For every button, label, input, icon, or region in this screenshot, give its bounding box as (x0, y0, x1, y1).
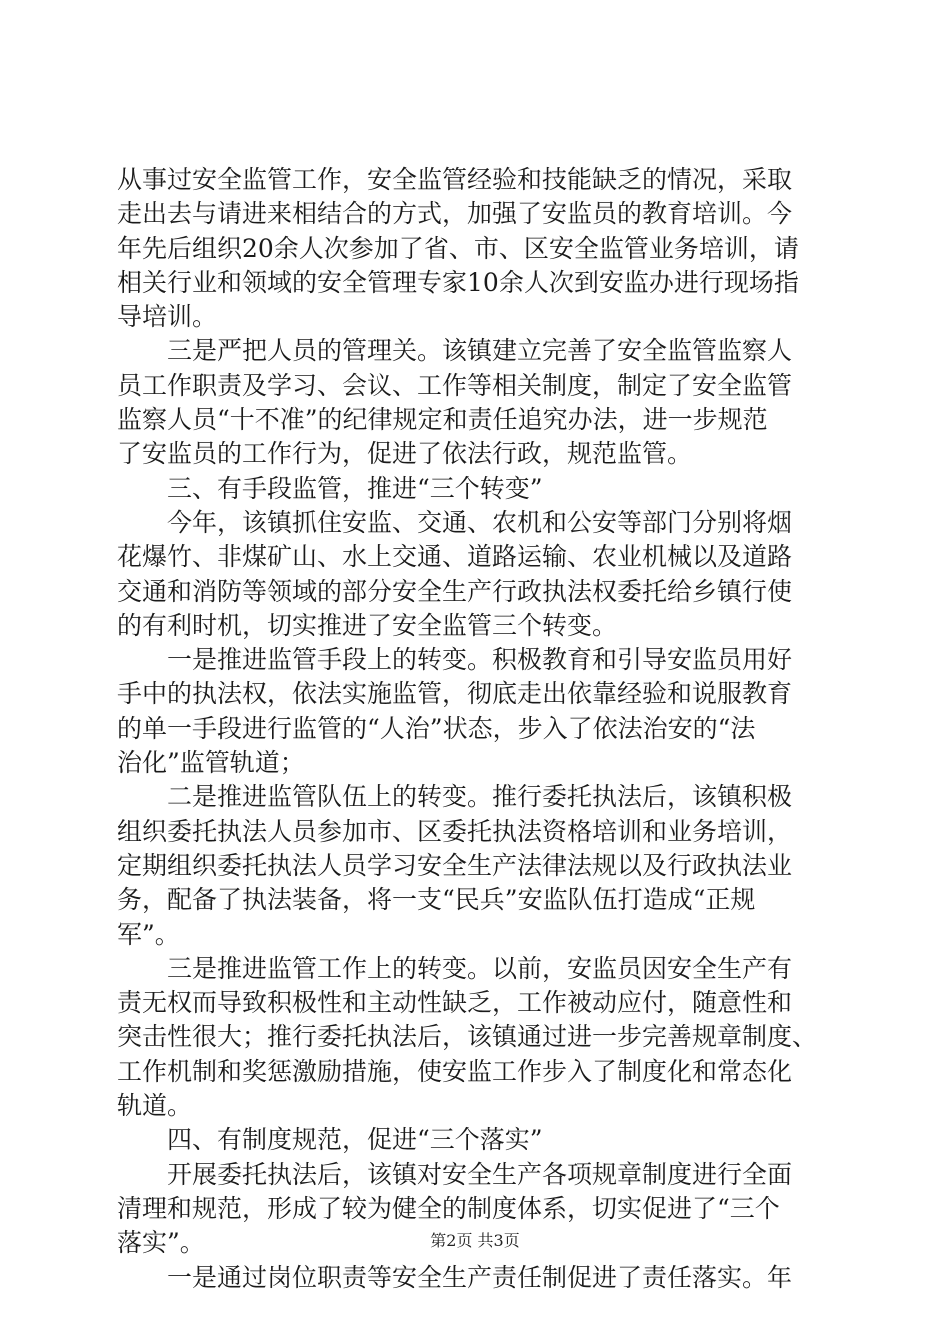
section-heading: 三、有手段监管，推进“三个转变” (117, 473, 543, 503)
text-line: 从事过安全监管工作，安全监管经验和技能缺乏的情况，采取 (117, 165, 793, 194)
text-line: 的有利时机，切实推进了安全监管三个转变。 (117, 610, 618, 640)
text-line: 突击性很大；推行委托执法后，该镇通过进一步完善规章制度、 (117, 1022, 818, 1052)
text-line: 责无权而导致积极性和主动性缺乏，工作被动应付，随意性和 (117, 988, 793, 1018)
text-line: 一是推进监管手段上的转变。积极教育和引导安监员用好 (117, 645, 793, 675)
page-number: 第2页 共3页 (430, 1231, 520, 1250)
text-line: 的单一手段进行监管的“人治”状态，步入了依法治安的“法 (117, 713, 756, 743)
section-heading: 四、有制度规范，促进“三个落实” (117, 1125, 543, 1155)
text-line: 工作机制和奖惩激励措施，使安监工作步入了制度化和常态化 (117, 1056, 793, 1086)
text-line: 务，配备了执法装备，将一支“民兵”安监队伍打造成“正规 (117, 885, 756, 915)
text-line: 组织委托执法人员参加市、区委托执法资格培训和业务培训， (117, 816, 793, 846)
document-body (117, 163, 837, 1295)
text-line: 开展委托执法后，该镇对安全生产各项规章制度进行全面 (117, 1159, 793, 1189)
text-line: 一是通过岗位职责等安全生产责任制促进了责任落实。年 (117, 1262, 793, 1292)
text-line: 监察人员“十不准”的纪律规定和责任追究办法，进一步规范 (117, 405, 768, 435)
text-line: 治化”监管轨道； (117, 748, 305, 778)
text-line: 了安监员的工作行为，促进了依法行政，规范监管。 (117, 439, 693, 469)
text-line: 清理和规范，形成了较为健全的制度体系，切实促进了“三个 (117, 1193, 780, 1223)
text-line: 手中的执法权，依法实施监管，彻底走出依靠经验和说服教育 (117, 679, 793, 709)
text-line: 军”。 (117, 919, 180, 949)
text-line: 交通和消防等领域的部分安全生产行政执法权委托给乡镇行使 (117, 576, 793, 606)
text-line: 员工作职责及学习、会议、工作等相关制度，制定了安全监管 (117, 370, 793, 400)
text-line: 二是推进监管队伍上的转变。推行委托执法后，该镇积极 (117, 782, 793, 812)
text-line: 导培训。 (117, 302, 218, 332)
page-footer (0, 1228, 950, 1251)
text-line: 落实”。 (117, 1228, 205, 1258)
text-line: 三是严把人员的管理关。该镇建立完善了安全监管监察人 (117, 336, 793, 366)
text-line: 今年，该镇抓住安监、交通、农机和公安等部门分别将烟 (117, 507, 793, 537)
text-line: 三是推进监管工作上的转变。以前，安监员因安全生产有 (117, 953, 793, 983)
text-line: 相关行业和领域的安全管理专家10余人次到安监办进行现场指 (117, 267, 799, 297)
text-line: 走出去与请进来相结合的方式，加强了安监员的教育培训。今 (117, 199, 793, 229)
text-line: 花爆竹、非煤矿山、水上交通、道路运输、农业机械以及道路 (117, 542, 793, 572)
text-line: 定期组织委托执法人员学习安全生产法律法规以及行政执法业 (117, 850, 793, 880)
text-line: 年先后组织20余人次参加了省、市、区安全监管业务培训，请 (117, 233, 799, 263)
text-line: 轨道。 (117, 1091, 193, 1121)
